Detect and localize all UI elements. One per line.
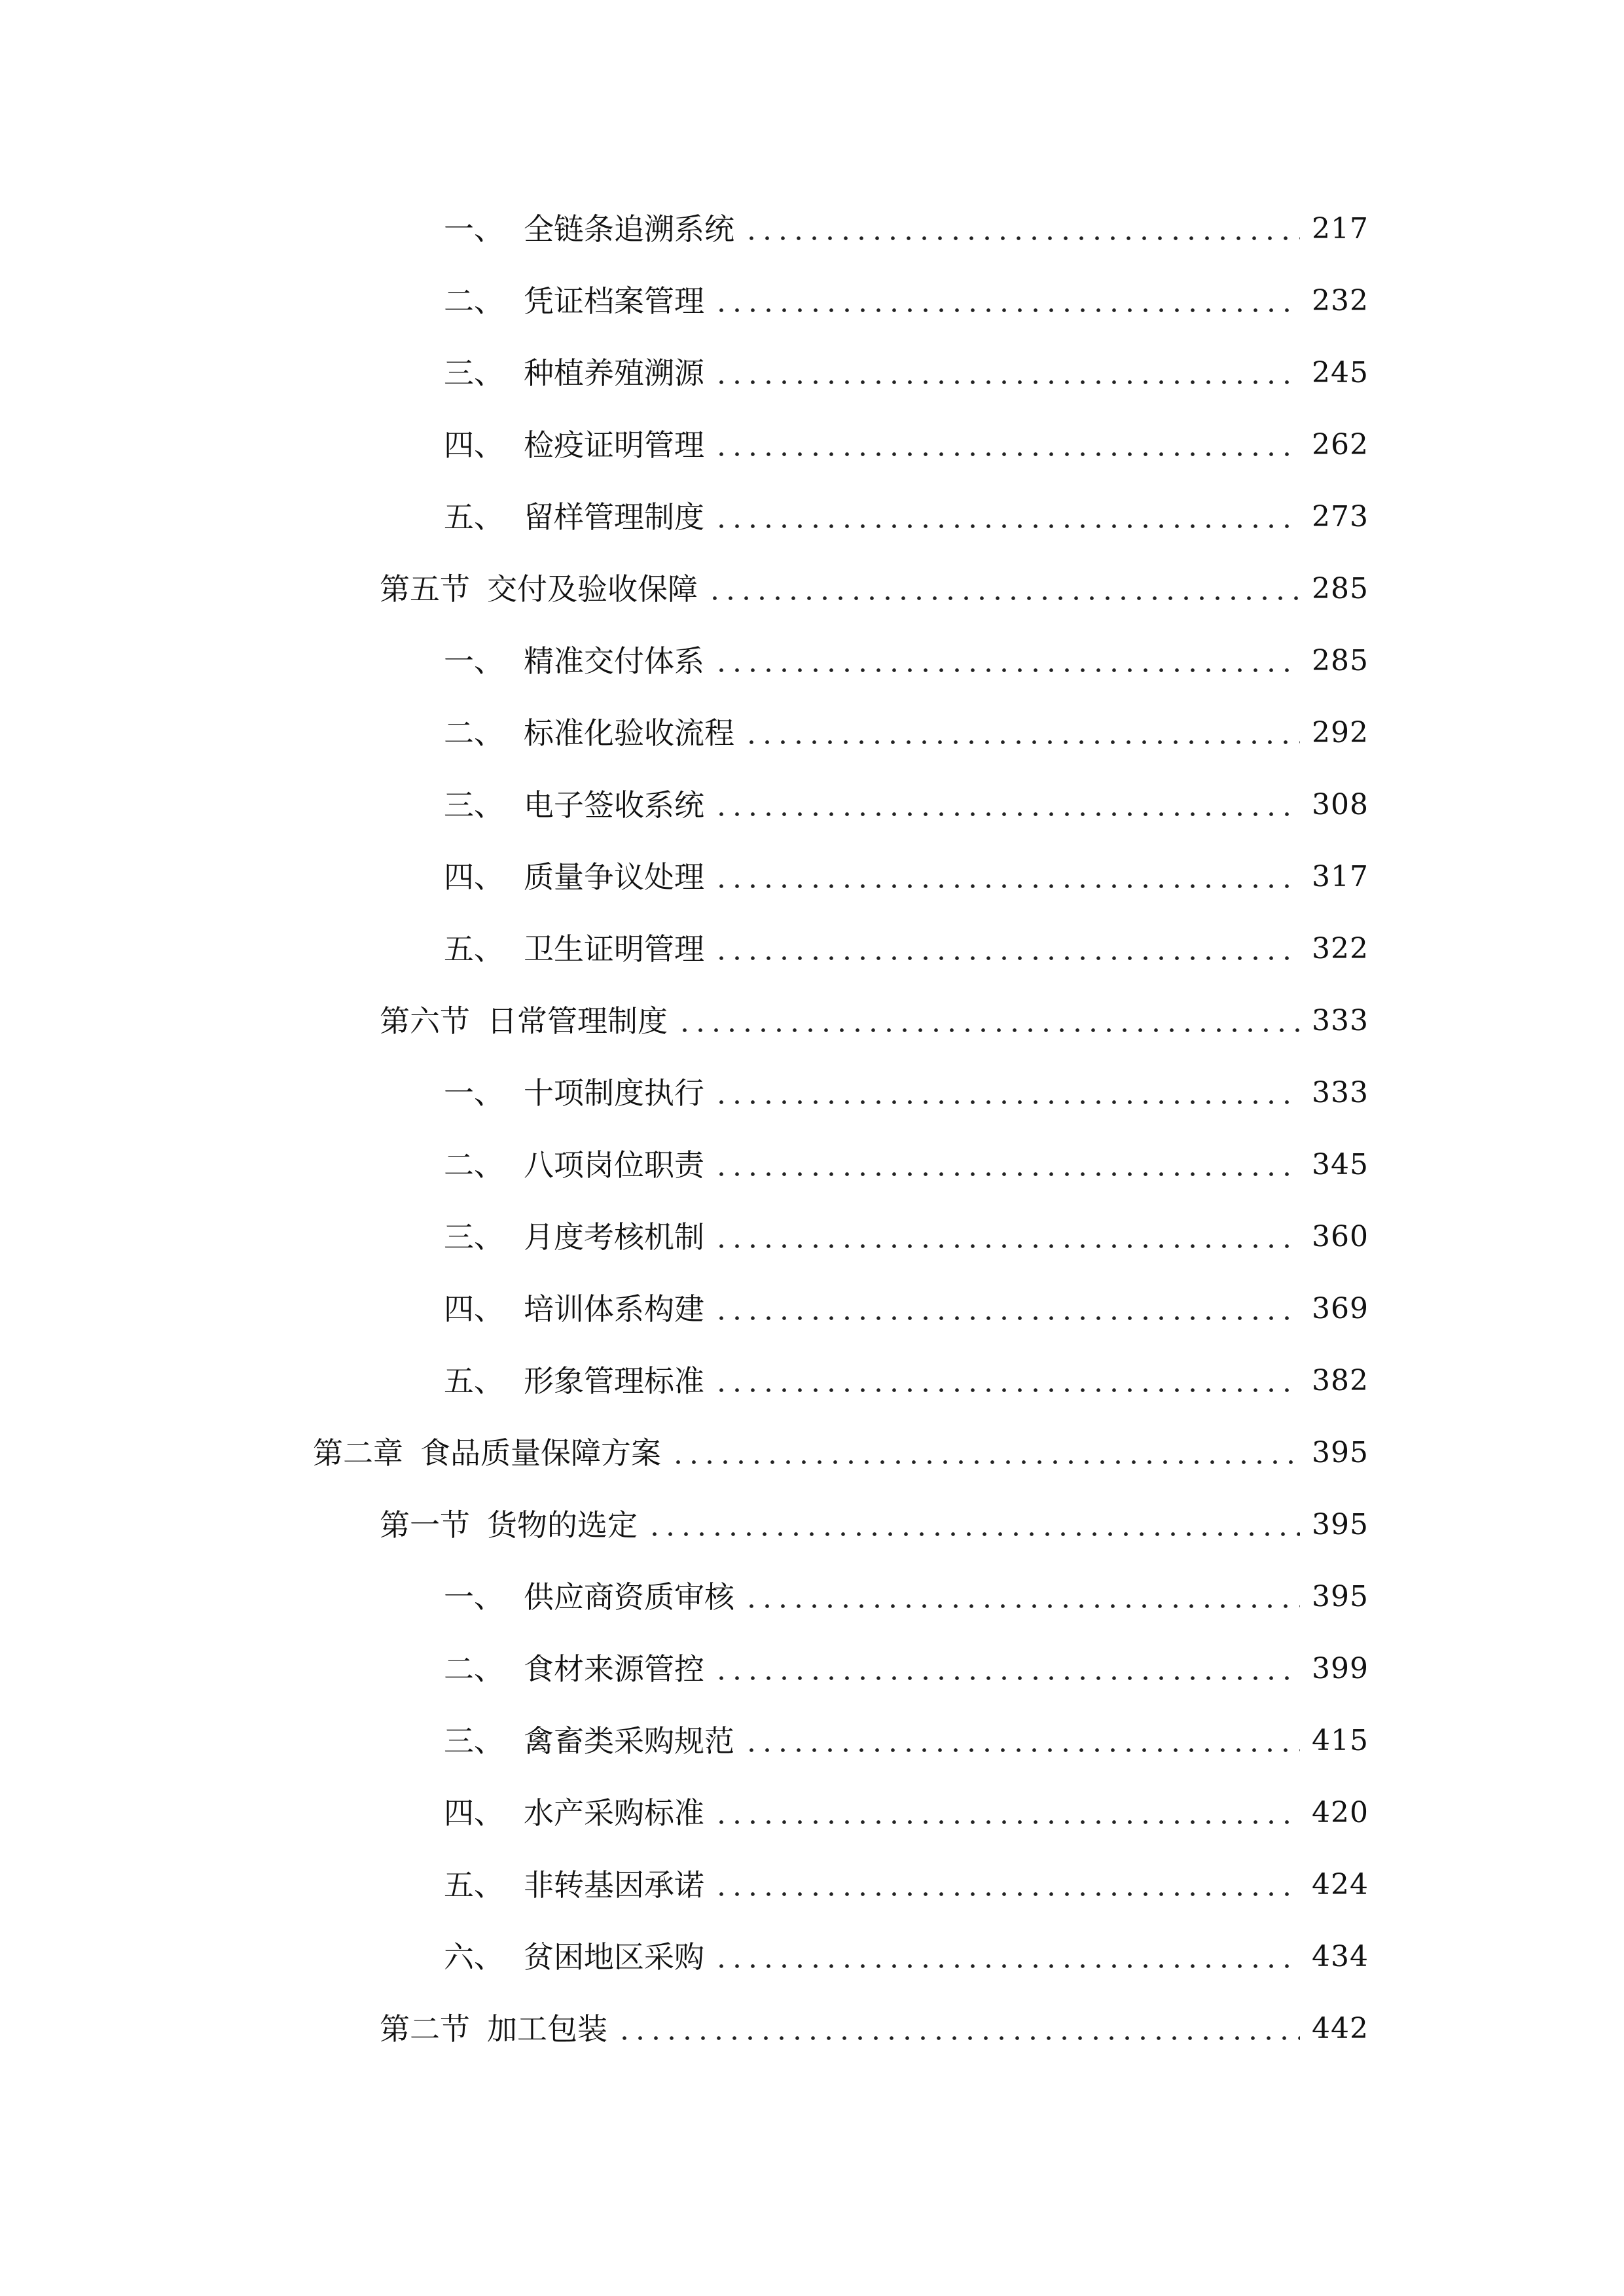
toc-entry-page: 232	[1312, 284, 1369, 317]
toc-entry-page: 333	[1312, 1076, 1369, 1109]
dot-leader	[713, 1892, 1300, 1897]
toc-section-page: 285	[1312, 572, 1369, 605]
toc-entry[interactable]	[444, 1787, 1369, 1839]
dot-leader	[707, 596, 1300, 601]
toc-entry-page: 420	[1312, 1796, 1369, 1829]
toc-entry-number: 三、	[444, 787, 504, 823]
dot-leader	[713, 1172, 1300, 1177]
dot-leader	[713, 380, 1300, 385]
toc-section[interactable]	[380, 995, 1369, 1047]
toc-entry[interactable]	[444, 419, 1369, 471]
toc-entry-number: 五、	[444, 1363, 504, 1399]
toc-entry-number: 六、	[444, 1939, 504, 1975]
dot-leader	[670, 1460, 1300, 1465]
toc-entry-number: 一、	[444, 211, 504, 247]
toc-entry[interactable]	[444, 1931, 1369, 1983]
dot-leader	[713, 812, 1300, 817]
toc-section-page: 395	[1312, 1508, 1369, 1541]
toc-entry-number: 三、	[444, 355, 504, 391]
toc-entry[interactable]	[444, 635, 1369, 687]
toc-entry-title: 留样管理制度	[524, 499, 704, 535]
dot-leader	[713, 452, 1300, 457]
dot-leader	[713, 1316, 1300, 1321]
toc-entry-page: 382	[1312, 1364, 1369, 1397]
toc-entry-number: 一、	[444, 643, 504, 679]
toc-entry-page: 360	[1312, 1220, 1369, 1253]
toc-entry-title: 非转基因承诺	[524, 1867, 704, 1903]
toc-entry[interactable]	[444, 1067, 1369, 1119]
toc-entry-title: 种植养殖溯源	[524, 355, 704, 391]
toc-entry-title: 食材来源管控	[524, 1651, 704, 1687]
toc-entry-number: 一、	[444, 1579, 504, 1615]
toc-entry-title: 培训体系构建	[524, 1291, 704, 1327]
toc-entry-title: 全链条追溯系统	[524, 211, 734, 247]
toc-chapter-title: 食品质量保障方案	[420, 1435, 661, 1471]
toc-entry-title: 八项岗位职责	[524, 1147, 704, 1183]
toc-entry[interactable]	[444, 851, 1369, 903]
toc-entry-title: 精准交付体系	[524, 643, 704, 679]
dot-leader	[713, 668, 1300, 673]
toc-entry-title: 标准化验收流程	[524, 715, 734, 751]
toc-entry-number: 五、	[444, 931, 504, 967]
toc-entry-title: 质量争议处理	[524, 859, 704, 895]
toc-entry-number: 二、	[444, 1651, 504, 1687]
toc-section[interactable]	[380, 1499, 1369, 1551]
toc-entry-page: 285	[1312, 644, 1369, 677]
toc-entry-title: 贫困地区采购	[524, 1939, 704, 1975]
toc-entry-page: 292	[1312, 716, 1369, 749]
toc-section[interactable]	[380, 2003, 1369, 2055]
dot-leader	[713, 884, 1300, 889]
toc-section-number: 第二节	[380, 2011, 470, 2047]
toc-entry-number: 四、	[444, 1795, 504, 1831]
toc-entry-number: 五、	[444, 1867, 504, 1903]
toc-entry-page: 317	[1312, 860, 1369, 893]
dot-leader	[744, 1604, 1300, 1609]
toc-entry[interactable]	[444, 923, 1369, 975]
toc-entry[interactable]	[444, 1211, 1369, 1263]
toc-entry-title: 十项制度执行	[524, 1075, 704, 1111]
toc-entry[interactable]	[444, 347, 1369, 399]
toc-section-title: 货物的选定	[487, 1507, 638, 1543]
toc-section-number: 第一节	[380, 1507, 470, 1543]
dot-leader	[713, 308, 1300, 313]
toc-entry[interactable]	[444, 1643, 1369, 1695]
toc-entry-title: 检疫证明管理	[524, 427, 704, 463]
toc-entry-page: 395	[1312, 1580, 1369, 1613]
toc-entry-page: 262	[1312, 428, 1369, 461]
toc-entry-number: 一、	[444, 1075, 504, 1111]
toc-entry-title: 供应商资质审核	[524, 1579, 734, 1615]
dot-leader	[677, 1028, 1300, 1033]
toc-chapter[interactable]	[313, 1427, 1369, 1479]
toc-entry-number: 二、	[444, 715, 504, 751]
toc-section[interactable]	[380, 563, 1369, 615]
toc-entry-page: 369	[1312, 1292, 1369, 1325]
dot-leader	[713, 1964, 1300, 1969]
toc-entry-title: 月度考核机制	[524, 1219, 704, 1255]
toc-entry[interactable]	[444, 1715, 1369, 1767]
toc-entry-title: 卫生证明管理	[524, 931, 704, 967]
toc-section-title: 交付及验收保障	[487, 571, 698, 607]
toc-entry[interactable]	[444, 491, 1369, 543]
dot-leader	[617, 2036, 1300, 2041]
dot-leader	[713, 1100, 1300, 1105]
toc-entry-title: 凭证档案管理	[524, 283, 704, 319]
toc-entry-page: 345	[1312, 1148, 1369, 1181]
toc-entry[interactable]	[444, 707, 1369, 759]
toc-entry[interactable]	[444, 1859, 1369, 1911]
toc-entry[interactable]	[444, 275, 1369, 327]
toc-entry-page: 434	[1312, 1940, 1369, 1973]
toc-entry-number: 五、	[444, 499, 504, 535]
toc-entry[interactable]	[444, 1571, 1369, 1623]
dot-leader	[713, 1244, 1300, 1249]
toc-entry-number: 三、	[444, 1219, 504, 1255]
toc-entry-number: 四、	[444, 859, 504, 895]
toc-entry-page: 322	[1312, 932, 1369, 965]
dot-leader	[713, 1388, 1300, 1393]
toc-chapter-page: 395	[1312, 1436, 1369, 1469]
toc-entry[interactable]	[444, 1355, 1369, 1407]
toc-entry[interactable]	[444, 203, 1369, 255]
toc-section-title: 加工包装	[487, 2011, 607, 2047]
toc-entry-title: 电子签收系统	[524, 787, 704, 823]
toc-entry-page: 424	[1312, 1868, 1369, 1901]
toc-entry-number: 三、	[444, 1723, 504, 1759]
toc-entry-page: 415	[1312, 1724, 1369, 1757]
toc-entry-page: 308	[1312, 788, 1369, 821]
dot-leader	[713, 1676, 1300, 1681]
dot-leader	[744, 1748, 1300, 1753]
toc-entry-number: 四、	[444, 1291, 504, 1327]
toc-entry-number: 二、	[444, 283, 504, 319]
dot-leader	[713, 1820, 1300, 1825]
dot-leader	[713, 524, 1300, 529]
dot-leader	[744, 236, 1300, 241]
toc-section-page: 333	[1312, 1004, 1369, 1037]
toc-entry-number: 二、	[444, 1147, 504, 1183]
toc-entry-title: 禽畜类采购规范	[524, 1723, 734, 1759]
toc-entry[interactable]	[444, 1283, 1369, 1335]
toc-entry[interactable]	[444, 779, 1369, 831]
toc-entry-title: 形象管理标准	[524, 1363, 704, 1399]
toc-section-page: 442	[1312, 2012, 1369, 2045]
dot-leader	[647, 1532, 1300, 1537]
toc-entry-page: 217	[1312, 212, 1369, 245]
toc-entry-page: 245	[1312, 356, 1369, 389]
toc-entry-title: 水产采购标准	[524, 1795, 704, 1831]
toc-section-title: 日常管理制度	[487, 1003, 668, 1039]
toc-entry-page: 273	[1312, 500, 1369, 533]
toc-section-number: 第五节	[380, 571, 470, 607]
toc-entry-page: 399	[1312, 1652, 1369, 1685]
dot-leader	[713, 956, 1300, 961]
dot-leader	[744, 740, 1300, 745]
toc-section-number: 第六节	[380, 1003, 470, 1039]
toc-chapter-number: 第二章	[313, 1435, 403, 1471]
toc-entry[interactable]	[444, 1139, 1369, 1191]
toc-entry-number: 四、	[444, 427, 504, 463]
